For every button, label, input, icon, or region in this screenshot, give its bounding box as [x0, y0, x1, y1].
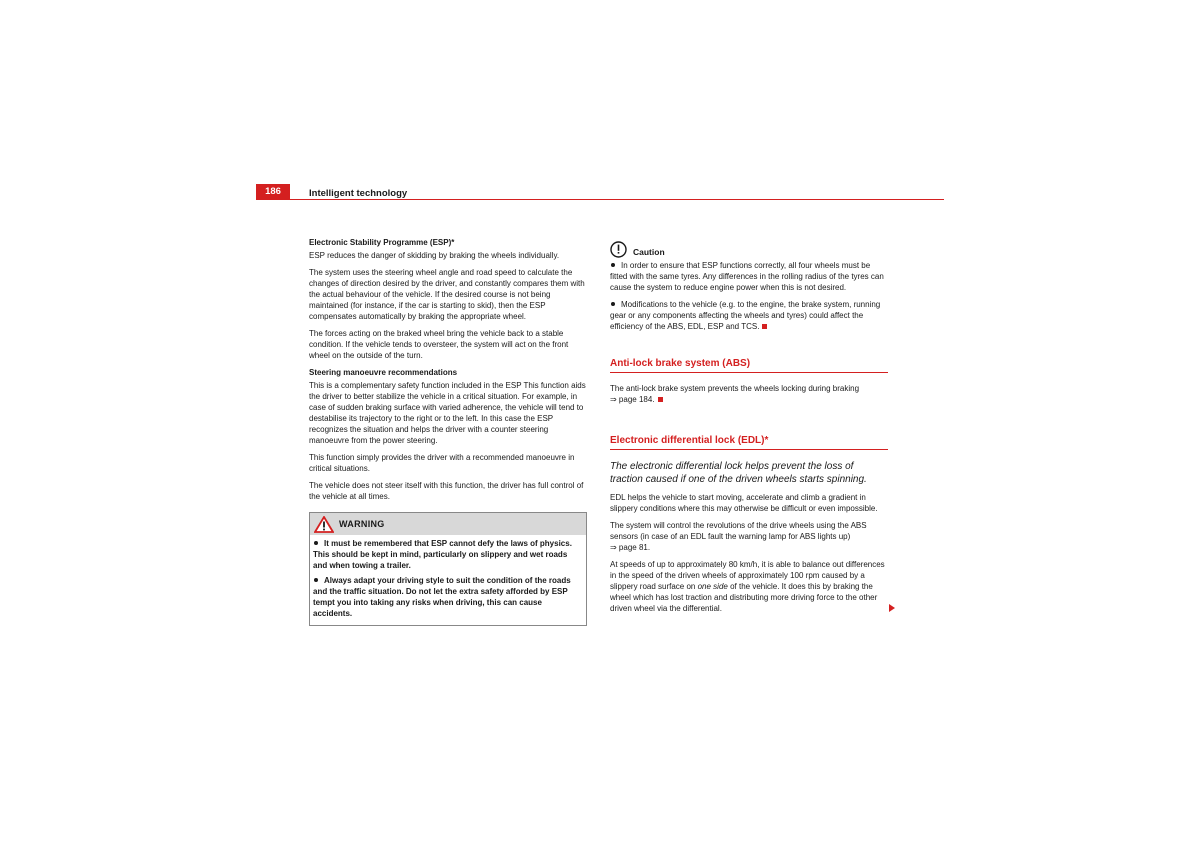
warning-label: WARNING: [339, 518, 385, 529]
warning-triangle-icon: [314, 516, 334, 533]
caution-item-text: Modifications to the vehicle (e.g. to the engine, the brake system, running gear or any components affecting the wheels and tyres) could affect the efficiency of the ABS, EDL, ESP and TCS.: [610, 300, 881, 331]
caution-header: [610, 240, 888, 258]
warning-item-text: Always adapt your driving style to suit the condition of the roads and the traffic situation. Do not let the extra safety afforded by ESP tempt you into taking any risks when driving, this can cause accidents.: [313, 576, 571, 618]
esp-paragraph-1: ESP reduces the danger of skidding by braking the wheels individually.: [309, 251, 560, 260]
edl-p3-text-b: of the vehicle. It does this by braking the wheel which has lost traction and distributing more driving force to the other driven wheel via the differential.: [610, 582, 878, 613]
edl-intro: The electronic differential lock helps prevent the loss of traction caused if one of the driven wheels starts spinning.: [610, 461, 867, 485]
steering-paragraph-1: This is a complementary safety function included in the ESP This function aids the driver to better stabilize the vehicle in a critical situation. For example, in case of sudden braking surface with varied adherence, the vehicle will tend to destabilise its trajectory to the right or to the left. In this case the ESP recognizes the situation and helps the driver with a counter steering manoeuvre from the power steering.: [309, 381, 586, 445]
caution-item: [610, 299, 888, 332]
warning-box: [309, 512, 587, 626]
bullet-icon: [314, 541, 318, 545]
caution-label: Caution: [633, 247, 665, 257]
section-end-icon: [762, 324, 767, 329]
caution-exclamation-icon: [610, 241, 627, 258]
warning-item: [313, 575, 583, 619]
edl-paragraph-2: [610, 520, 888, 553]
edl-p3-text-a: At speeds of up to approximately 80 km/h, it is able to balance out differences in the speed of the driven wheels of approximately 100 rpm caused by a slippery road surface on: [610, 560, 885, 591]
abs-paragraph: [610, 383, 888, 405]
bullet-icon: [611, 302, 615, 306]
steering-paragraph-2: This function simply provides the driver with a recommended manoeuvre in critical situations.: [309, 453, 575, 473]
edl-page-link[interactable]: ⇒ page 81.: [610, 543, 651, 552]
esp-paragraph-2: The system uses the steering wheel angle and road speed to calculate the changes of direction desired by the driver, and constantly compares them with the actual behaviour of the vehicle. If the desired course is not being maintained (for instance, if the car is starting to skid), then the ESP compensates automatically by braking the appropriate wheel.: [309, 268, 585, 321]
warning-header: [310, 513, 586, 535]
caution-item: [610, 260, 888, 293]
page-number: 186: [256, 184, 290, 200]
section-end-icon: [658, 397, 663, 402]
steering-paragraph-3: The vehicle does not steer itself with this function, the driver has full control of the vehicle at all times.: [309, 481, 584, 501]
abs-section-title: Anti-lock brake system (ABS): [610, 358, 888, 373]
steering-heading: Steering manoeuvre recommendations: [309, 368, 458, 377]
bullet-icon: [611, 263, 615, 267]
header-rule: [256, 199, 944, 200]
bullet-icon: [314, 578, 318, 582]
edl-p3-emphasis: one side: [697, 582, 728, 591]
esp-paragraph-3: The forces acting on the braked wheel bring the vehicle back to a stable condition. If the vehicle tends to oversteer, the system will act on the front wheel on the outside of the turn.: [309, 329, 569, 360]
abs-text: The anti-lock brake system prevents the wheels locking during braking: [610, 384, 860, 393]
caution-item-text: In order to ensure that ESP functions correctly, all four wheels must be fitted with the same tyres. Any differences in the rolling radius of the tyres can cause the system to reduce engine power when this is not desired.: [610, 261, 884, 292]
warning-body: [310, 535, 586, 625]
page-header-title: Intelligent technology: [309, 188, 408, 199]
continue-arrow-icon: [889, 604, 895, 612]
left-column: [309, 237, 587, 626]
esp-heading: Electronic Stability Programme (ESP)*: [309, 238, 455, 247]
warning-item-text: It must be remembered that ESP cannot defy the laws of physics. This should be kept in mind, particularly on slippery and wet roads and when towing a trailer.: [313, 539, 572, 570]
warning-item: [313, 538, 583, 571]
right-column: [610, 240, 888, 620]
edl-paragraph-1: EDL helps the vehicle to start moving, accelerate and climb a gradient in slippery conditions where this may otherwise be difficult or even impossible.: [610, 493, 878, 513]
edl-paragraph-3: [610, 559, 888, 614]
edl-section-title: Electronic differential lock (EDL)*: [610, 435, 888, 450]
abs-page-link[interactable]: ⇒ page 184.: [610, 395, 655, 404]
edl-paragraph-2-text: The system will control the revolutions of the drive wheels using the ABS sensors (in case of an EDL fault the warning lamp for ABS lights up): [610, 521, 867, 541]
